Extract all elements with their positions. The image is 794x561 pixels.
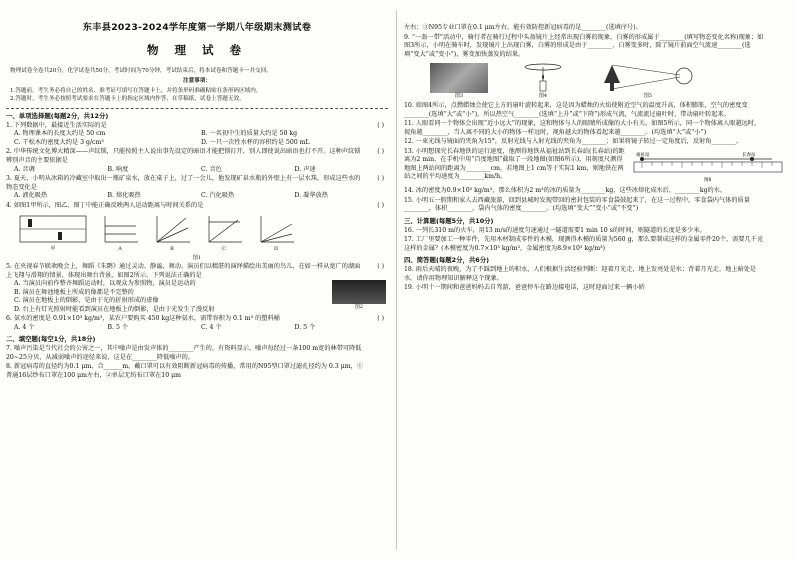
- q2-option-b: B. 响度: [107, 165, 129, 173]
- graph-d-icon: [256, 214, 296, 246]
- notice-title: 注意事项：: [183, 77, 211, 84]
- divider-dashed: [6, 108, 388, 109]
- section4-heading: 四、简答题(每题2分，共6分): [404, 256, 490, 265]
- graph-c-label: C: [222, 246, 226, 253]
- q2-options: [6, 166, 388, 175]
- question-4: [6, 202, 388, 211]
- candle-fan-icon: [518, 61, 568, 93]
- graph-a-icon: [100, 214, 140, 246]
- q2-option-a: A. 音调: [14, 165, 35, 173]
- question-8-continued: 左右；③N95专业口罩在0.1 μm左右，能有效防控新冠病毒的是________(选填序号)。: [404, 24, 642, 31]
- running-track-figure: [18, 212, 88, 246]
- notice-item1: 1.答题前，考生务必将自己的姓名、准考证号填写在答题卡上，并将条形码准确粘贴在条形码区域内。: [10, 87, 262, 94]
- q1-paren: ( ): [377, 121, 384, 129]
- q5-paren: ( ): [377, 263, 384, 271]
- visual-angle-tree-icon: [598, 61, 698, 93]
- question-6: [6, 315, 388, 324]
- question-11: 11. 人眼看同一个物体会出现“近小远大”的现象，这和物体与人的眼睛所成像的大小有关。如图5所示，同一个物体离人眼越远时，视角越________，当人离不同的大小的物体一样远时，视角越大的物体看起来越________。(均选填“大”或“小”): [404, 120, 761, 136]
- figure-3: [430, 63, 488, 100]
- figure-5-caption: 图5: [643, 93, 653, 100]
- figure-1-graph-a: [100, 214, 140, 253]
- question-13-block: [404, 148, 786, 182]
- q6-options: [6, 324, 388, 333]
- figure-1-jia-label: 甲: [50, 246, 56, 253]
- q2-option-c: C. 音色: [201, 165, 222, 173]
- question-16: 16. 一列长310 m的火车，用13 m/s的速度匀速通过一隧道需要1 min 10 s的时间，则隧道的长度是多少米。: [404, 226, 706, 234]
- figure-4-caption: 图4: [538, 93, 548, 100]
- q5-option-d: D. 台上有灯光照射时能看到演员在地板上的倒影，是由于光发生了漫反射: [14, 305, 215, 313]
- q3-option-a: A. 液化吸热: [14, 192, 48, 200]
- exam-title: 东丰县2023-2024学年度第一学期八年级期末测试卷: [82, 22, 312, 33]
- q4-paren: ( ): [377, 201, 384, 209]
- q2-stem: 2. 中华传统文化博大精深——声纹锁，只能按照主人说出事先设定的暗语才能把锁打开，别人即使说出暗语也打不开。这种声纹锁辨别声音的主要依据是: [6, 148, 361, 164]
- figure-2-caption: 图2: [354, 304, 364, 311]
- question-19: 19. 小明十一期间和爸爸妈妈去自驾游，爸爸停车在路边接电话，这时迎面过来一辆小轿: [404, 284, 645, 292]
- q4-stem: 4. 如图1甲所示，图乙、图丁中能正确反映两人运动距离与时间关系的是: [6, 201, 204, 209]
- q5-option-c: C. 演员在地板上的倒影，是由于光的折射形成的虚像: [14, 297, 159, 305]
- column-divider: [396, 10, 397, 550]
- question-14: 14. 冰的密度为0.9×10³ kg/m³，那么体积为2 m³的冰的质量为________kg，这些冰熔化成水后，________kg的水。: [404, 187, 727, 195]
- q5-options: [6, 280, 388, 314]
- q2-paren: ( ): [377, 148, 384, 156]
- exam-subject: 物 理 试 卷: [146, 42, 247, 57]
- figure-2: [332, 280, 386, 311]
- q3-option-b: B. 熔化吸热: [107, 192, 141, 200]
- section3-heading: 三、计算题(每题5分，共10分): [404, 217, 494, 225]
- graph-c-icon: [204, 214, 244, 246]
- question-1: [6, 122, 388, 131]
- figures-3-4-5: [404, 61, 786, 100]
- graph-b-label: B: [170, 246, 174, 253]
- question-17: 17. 工厂里要加工一种零件，先用木材制成零件的木模，现测得木模的质量为560 g，那么要制成这样的金属零件20个，需要几千克这样的金属？(木模密度为0.7×10³ kg/m³，金属密度为8.9×10³ kg/m³): [404, 236, 764, 252]
- q1-options: [6, 130, 388, 147]
- station-1-label: 福祉站: [636, 152, 650, 158]
- figure-1-graph-d: [256, 214, 296, 253]
- q1-option-d: D. 一只一次性水杯的容积约是 500 mL: [201, 138, 310, 146]
- q5-body: [6, 280, 388, 314]
- question-5: [6, 263, 388, 280]
- graph-d-label: D: [273, 246, 278, 253]
- figure-1: [6, 212, 388, 253]
- figure-1-caption: 图1: [192, 255, 202, 262]
- station-2-label: 长春站: [742, 152, 756, 158]
- figure-5: [598, 61, 698, 100]
- q6-option-c: C. 4 个: [201, 323, 222, 331]
- cyclist-photo: [430, 63, 488, 93]
- stage-dance-photo: [332, 280, 386, 304]
- figure-1-graph-c: [204, 214, 244, 253]
- q5-stem: 5. 在央视春节联欢晚会上，舞蹈《朱鹮》通过灵动、静谧、舞动、演员们以精湛的演绎描绘出美丽的鸟儿，在如一样从宽广的湖面上飞翔与滑翔的情景，体现出舞台背景，如图2所示。下列说法正确的是: [6, 263, 361, 279]
- section2-heading: 二、填空题(每空1分，共18分): [6, 335, 96, 344]
- question-12: 12. 一束光线与镜面的夹角为15°，反射光线与入射光线的夹角为________；如果将镜子转过一定角度后，反射角________。: [404, 138, 743, 146]
- notice-line1: 物理试卷全卷共20分，化学试卷共50分，考试时间为70分钟，考试结束后，将本试卷和答题卡一并交回。: [10, 67, 272, 74]
- graph-a-label: A: [118, 246, 122, 253]
- q1-option-c: C. 干松木的密度大约是 3 g/cm³: [14, 138, 104, 146]
- q6-option-a: A. 4 个: [14, 323, 35, 331]
- question-13: 13. 小明想探究长春地铁的运行速度，他测得地铁从福祉站到长春站(长春站)的距离为2 min，在手机中用“百度地图”截取了一段地图(如图6所示)，用刻度尺测得地图上两站间的距离为________cm，若地图上1 cm等于实际1 km，则地铁在两站之间的平均速度为________km/h。: [404, 147, 625, 181]
- question-3: [6, 175, 388, 192]
- q6-stem: 6. 氨水的密度是 0.91×10³ kg/m³，某农户要购买 450 kg这种氨水，需带容积为 0.1 m³ 的塑料桶: [6, 315, 280, 323]
- question-15: 15. 小明五一假期和家人去西藏旅游，回到县城时发现带回的密封包装的零食袋鼓起来了，在这一过程中，零食袋内气体的质量________，体积________，袋内气体的密度________。(均选填“变大”“变小”或“不变”): [404, 196, 750, 213]
- section1-heading: 一、单项选择题(每题2分，共12分): [6, 111, 109, 120]
- q5-option-a: A. 当演员向前作整齐舞蹈运动时，以观众为参照物，演员是运动的: [14, 280, 196, 288]
- figure-4: [518, 61, 568, 100]
- question-18: 18. 雨后天晴的夜晚，为了不踩到地上的积水，人们根据生活经验判断：迎着月光走，地上发亮处是水；背着月光走，地上暗处是水。请你用物理知识解释这个现象。: [404, 266, 757, 282]
- notice-box: [10, 67, 384, 103]
- q3-options: [6, 192, 388, 201]
- left-column: [6, 0, 388, 561]
- figure-1-graph-b: [152, 214, 192, 253]
- right-column: [404, 0, 786, 561]
- notice-item2: 2.答题时，考生务必按照考试要求在答题卡上的指定区域内作答，在草稿纸、试卷上答题无效。: [10, 95, 245, 102]
- q3-option-c: C. 汽化吸热: [201, 192, 235, 200]
- q2-option-d: D. 声速: [294, 165, 316, 173]
- graph-b-icon: [152, 214, 192, 246]
- figure-6-caption: 图6: [704, 177, 712, 183]
- q1-option-b: B. 一名初中生的质量大约是 50 kg: [201, 130, 298, 138]
- q1-stem: 1. 下列数据中，最接近生活实际的是: [6, 121, 107, 129]
- question-9: 9. “一盔一带”活动中，骑行者在骑行过程中头盔镜片上经常出现白雾的现象，白雾的形成属于________(填写物态变化名称)现象；如图3所示，小明在骑车时，发现镜片上出现白雾，白雾的形成是由于________，白雾变多时，除了镜片前面空气流速________(选填“变大”或“变小”)，雾变加快蒸发的结果。: [404, 33, 764, 58]
- question-8: 8. 新冠病毒的直径约为0.1 μm，合______m，戴口罩可以有效阻断新冠病毒的传播，常用的N95型口罩过滤孔径约为 0.3 μm，①普通16层纱布口罩在100 μm左右，②单层无纺布口罩在10 μm: [6, 363, 364, 379]
- q3-stem: 3. 夏天，小明从冰箱的冷藏室中取出一瓶矿泉水，放在桌子上，过了一会儿，他发现矿泉水瓶的外壁上有一层水珠，形成这些水的物态变化是: [6, 175, 361, 191]
- q6-option-d: D. 5 个: [294, 323, 316, 331]
- q3-paren: ( ): [377, 175, 384, 183]
- question-2: [6, 148, 388, 165]
- q6-option-b: B. 5 个: [107, 323, 129, 331]
- q6-paren: ( ): [377, 315, 384, 323]
- q5-option-b: B. 演员在舞池地板上所成的像都是不完整的: [14, 288, 134, 296]
- figure-3-caption: 图3: [454, 93, 464, 100]
- q3-option-d: D. 凝华放热: [294, 192, 328, 200]
- q1-option-a: A. 物理课本的长度大约是 50 cm: [14, 130, 106, 138]
- figure-1-jia: [18, 212, 88, 253]
- question-10: 10. 如图4所示，点燃蜡烛会使它上方的扇叶旋转起来，这是因为蜡烛的火焰使附近空气的温度升高，体积膨胀，空气的密度变________(选填“大”或“小”)，所以热空气________(选填“上升”或“下降”)形成气流，气流流过扇叶时，带动扇叶转起来。: [404, 102, 748, 118]
- question-7: 7. 噪声污染是当代社会的公害之一，其中噪声是由发声体的________产生的，有资料显示，噪声每经过一条100 m宽的林带可降低20~25分贝，从减弱噪声的途径来说，这是在________降低噪声的。: [6, 345, 362, 361]
